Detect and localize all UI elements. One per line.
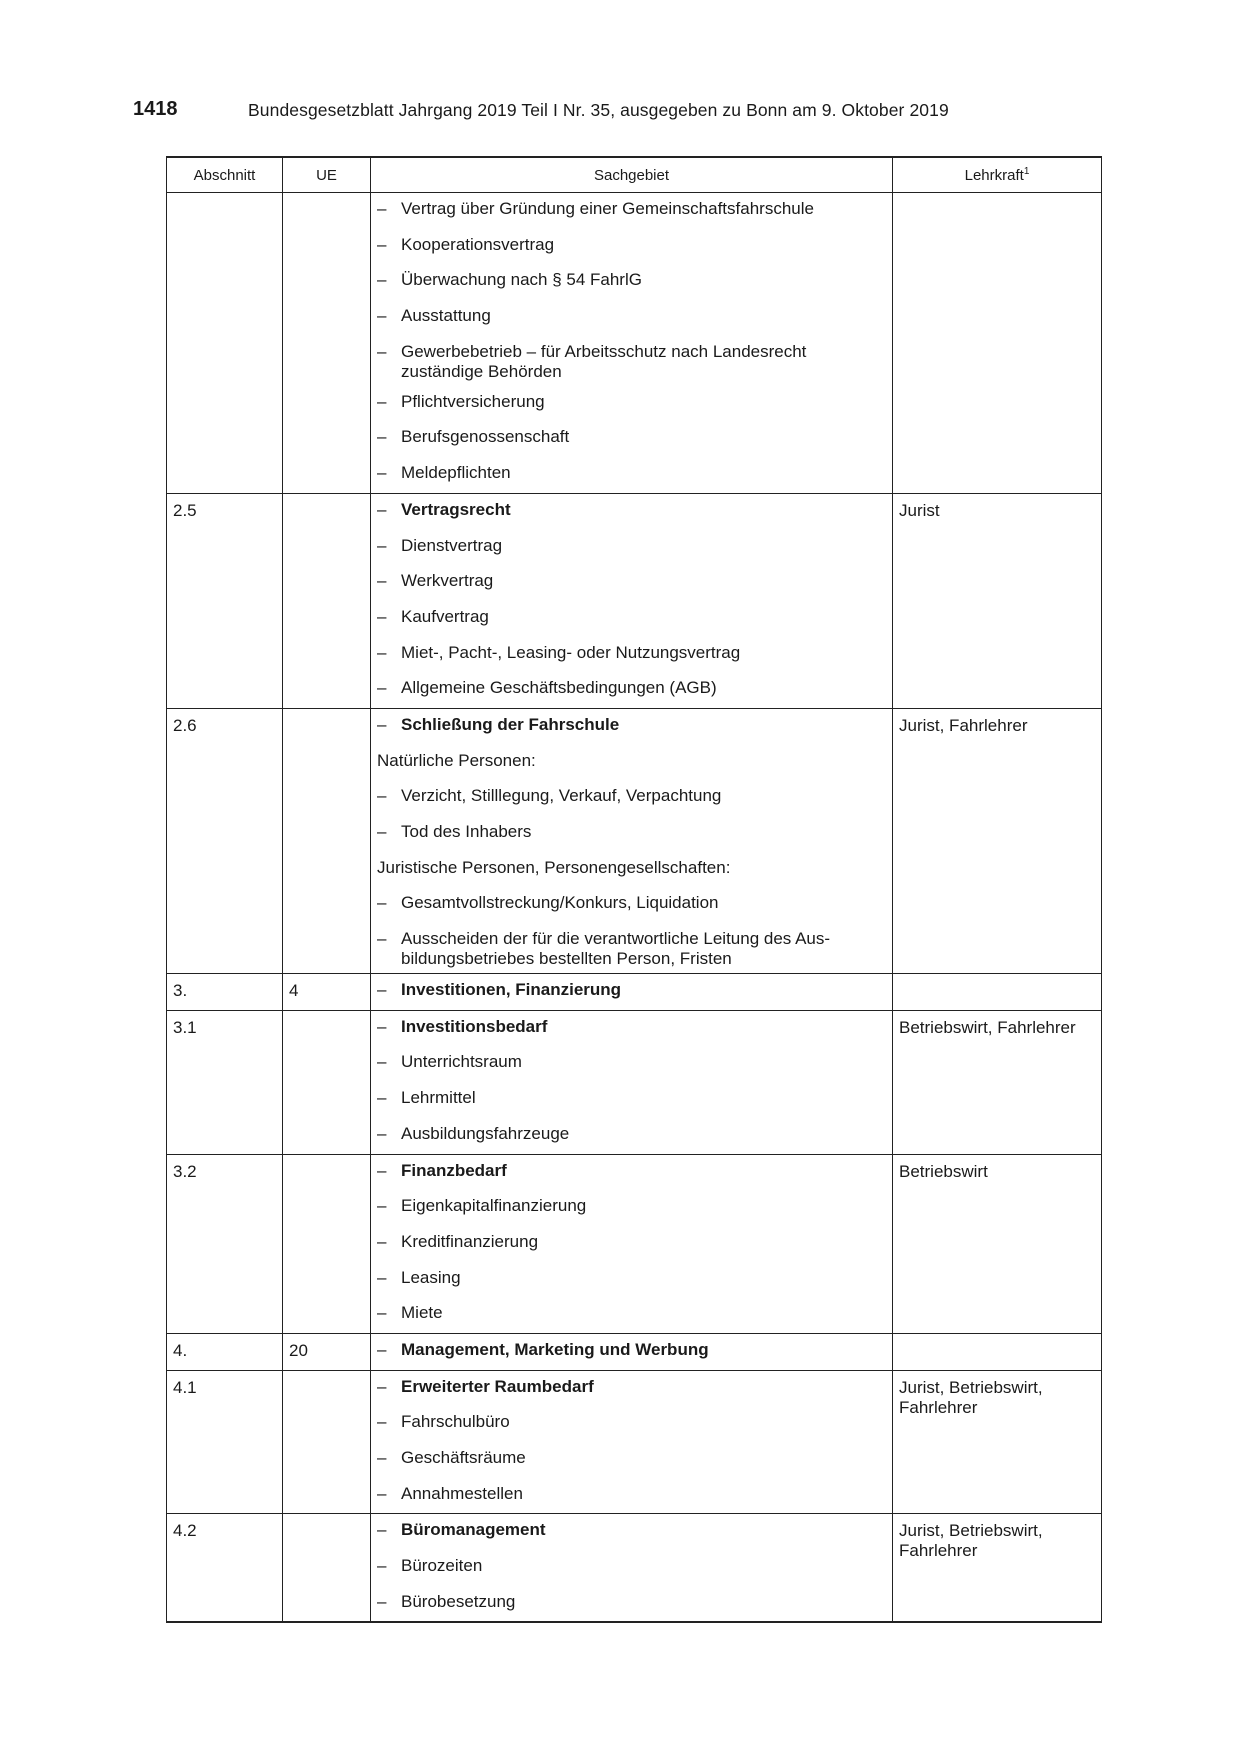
column-header-abschnitt: Abschnitt	[167, 157, 283, 193]
item-text: Investitionen, Finanzierung	[401, 980, 622, 1000]
dash-bullet: –	[377, 1052, 387, 1072]
item-text: Natürliche Personen:	[377, 750, 536, 770]
item-text: Erweiterter Raumbedarf	[401, 1376, 594, 1396]
item-text: Verzicht, Stilllegung, Verkauf, Verpachtung	[401, 786, 722, 806]
table-row	[167, 708, 1102, 973]
dash-bullet: –	[377, 306, 387, 326]
dash-bullet: –	[377, 1267, 387, 1287]
item-text: Gesamtvollstreckung/Konkurs, Liquidation	[401, 893, 719, 913]
section-heading	[377, 1334, 886, 1370]
cell-lehrkraft: Betriebswirt	[893, 1154, 1102, 1333]
dash-bullet: –	[377, 391, 387, 411]
table-header-row	[167, 157, 1102, 193]
item-text: Finanzbedarf	[401, 1160, 507, 1180]
table-row	[167, 493, 1102, 708]
cell-abschnitt: 4.1	[167, 1370, 283, 1514]
cell-ue	[283, 1154, 371, 1333]
cell-ue: 4	[283, 974, 371, 1011]
dash-bullet: –	[377, 1196, 387, 1216]
cell-sachgebiet	[371, 493, 893, 708]
cell-abschnitt: 2.6	[167, 708, 283, 973]
dash-bullet: –	[377, 1591, 387, 1611]
list-item	[377, 672, 886, 708]
section-heading	[377, 494, 886, 530]
dash-bullet: –	[377, 1412, 387, 1432]
section-heading	[377, 1155, 886, 1191]
dash-bullet: –	[377, 571, 387, 591]
column-header-lehrkraft	[893, 157, 1102, 193]
cell-ue	[283, 193, 371, 494]
table-row	[167, 1154, 1102, 1333]
table-body	[167, 193, 1102, 1623]
cell-sachgebiet	[371, 193, 893, 494]
dash-bullet: –	[377, 234, 387, 254]
cell-abschnitt: 4.2	[167, 1514, 283, 1623]
cell-abschnitt	[167, 193, 283, 494]
table-row	[167, 974, 1102, 1011]
cell-sachgebiet	[371, 974, 893, 1011]
page-number: 1418	[133, 98, 178, 120]
dash-bullet: –	[377, 1016, 387, 1036]
list-item	[377, 1082, 886, 1118]
list-item	[377, 193, 886, 229]
list-item	[377, 421, 886, 457]
dash-bullet: –	[377, 822, 387, 841]
list-item	[377, 229, 886, 265]
dash-bullet: –	[377, 1448, 387, 1467]
table-row	[167, 1333, 1102, 1370]
item-text: Überwachung nach § 54 FahrlG	[401, 270, 642, 290]
item-text: Allgemeine Geschäftsbedingungen (AGB)	[401, 678, 717, 698]
item-text: Ausscheiden der für die verantwortliche Leitung des Aus-bildungsbetriebes bestellten Person, Fristen	[401, 929, 831, 969]
subject-subheading	[377, 745, 886, 781]
list-item	[377, 1297, 886, 1333]
dash-bullet: –	[377, 1088, 387, 1108]
cell-ue: 20	[283, 1333, 371, 1370]
list-item	[377, 1262, 886, 1298]
list-item	[377, 780, 886, 816]
column-header-ue: UE	[283, 157, 371, 193]
cell-sachgebiet	[371, 1154, 893, 1333]
item-text: Bürozeiten	[401, 1556, 483, 1576]
table-row	[167, 1370, 1102, 1514]
list-item	[377, 887, 886, 923]
item-text: Ausstattung	[401, 306, 491, 326]
list-item	[377, 601, 886, 637]
list-item	[377, 530, 886, 566]
item-text: Berufsgenossenschaft	[401, 427, 570, 447]
footnote-marker: 1	[1023, 165, 1030, 177]
page-title: Bundesgesetzblatt Jahrgang 2019 Teil I Nr. 35, ausgegeben zu Bonn am 9. Oktober 2019	[248, 100, 949, 120]
dash-bullet: –	[377, 463, 387, 483]
cell-lehrkraft	[893, 974, 1102, 1011]
cell-abschnitt: 3.1	[167, 1010, 283, 1154]
dash-bullet: –	[377, 1123, 387, 1143]
item-text: Bürobesetzung	[401, 1591, 516, 1611]
list-item	[377, 1478, 886, 1514]
item-text: Fahrschulbüro	[401, 1412, 510, 1432]
cell-lehrkraft: Jurist, Betriebswirt, Fahrlehrer	[893, 1370, 1102, 1514]
item-text: Annahmestellen	[401, 1483, 523, 1503]
dash-bullet: –	[377, 1339, 387, 1359]
cell-ue	[283, 1514, 371, 1623]
dash-bullet: –	[377, 980, 387, 1000]
dash-bullet: –	[377, 786, 387, 806]
list-item	[377, 1190, 886, 1226]
section-heading	[377, 709, 886, 745]
dash-bullet: –	[377, 1303, 387, 1323]
cell-lehrkraft: Jurist	[893, 493, 1102, 708]
list-item	[377, 1118, 886, 1154]
item-text: Eigenkapitalfinanzierung	[401, 1196, 587, 1216]
cell-ue	[283, 493, 371, 708]
item-text: Kaufvertrag	[401, 606, 489, 626]
section-heading	[377, 1514, 886, 1550]
item-text: Werkvertrag	[401, 571, 494, 591]
cell-ue	[283, 1010, 371, 1154]
list-item	[377, 565, 886, 601]
dash-bullet: –	[377, 1520, 387, 1540]
cell-sachgebiet	[371, 1370, 893, 1514]
curriculum-table	[166, 156, 1102, 1623]
dash-bullet: –	[377, 499, 387, 519]
item-text: Lehrmittel	[401, 1088, 476, 1108]
item-text: Unterrichtsraum	[401, 1052, 522, 1072]
item-text: Kreditfinanzierung	[401, 1231, 539, 1251]
dash-bullet: –	[377, 642, 387, 662]
dash-bullet: –	[377, 893, 387, 913]
list-item	[377, 336, 886, 386]
item-text: Schließung der Fahrschule	[401, 714, 620, 734]
list-item	[377, 1586, 886, 1622]
list-item	[377, 300, 886, 336]
subject-subheading	[377, 852, 886, 888]
cell-ue	[283, 708, 371, 973]
cell-sachgebiet	[371, 1514, 893, 1623]
cell-lehrkraft: Jurist, Betriebswirt, Fahrlehrer	[893, 1514, 1102, 1623]
dash-bullet: –	[377, 1483, 387, 1503]
dash-bullet: –	[377, 1231, 387, 1251]
item-text: Dienstvertrag	[401, 535, 503, 555]
list-item	[377, 457, 886, 493]
cell-sachgebiet	[371, 708, 893, 973]
dash-bullet: –	[377, 199, 387, 218]
cell-abschnitt: 2.5	[167, 493, 283, 708]
item-text: Vertragsrecht	[401, 499, 511, 519]
item-text: Investitionsbedarf	[401, 1016, 548, 1036]
cell-abschnitt: 3.	[167, 974, 283, 1011]
list-item	[377, 1442, 886, 1478]
cell-ue	[283, 1370, 371, 1514]
item-text: Management, Marketing und Werbung	[401, 1339, 709, 1359]
table-row	[167, 1514, 1102, 1623]
item-text: Juristische Personen, Personengesellschaften:	[377, 857, 731, 877]
list-item	[377, 264, 886, 300]
list-item	[377, 1226, 886, 1262]
item-text: Vertrag über Gründung einer Gemeinschaftsfahrschule	[401, 199, 814, 218]
item-text: Tod des Inhabers	[401, 822, 532, 841]
item-text: Miet-, Pacht-, Leasing- oder Nutzungsvertrag	[401, 642, 741, 662]
list-item	[377, 1046, 886, 1082]
cell-sachgebiet	[371, 1333, 893, 1370]
section-heading	[377, 1371, 886, 1407]
item-text: Geschäftsräume	[401, 1448, 526, 1467]
section-heading	[377, 1011, 886, 1047]
item-text: Leasing	[401, 1267, 461, 1287]
cell-abschnitt: 4.	[167, 1333, 283, 1370]
cell-lehrkraft: Betriebswirt, Fahrlehrer	[893, 1010, 1102, 1154]
cell-lehrkraft: Jurist, Fahrlehrer	[893, 708, 1102, 973]
item-text: Büromanagement	[401, 1520, 546, 1540]
table-row	[167, 1010, 1102, 1154]
dash-bullet: –	[377, 606, 387, 626]
page-header	[133, 98, 1091, 126]
cell-lehrkraft	[893, 193, 1102, 494]
item-text: Miete	[401, 1303, 443, 1323]
table-row	[167, 193, 1102, 494]
dash-bullet: –	[377, 1376, 387, 1396]
section-heading	[377, 974, 886, 1010]
item-text: Gewerbebetrieb – für Arbeitsschutz nach Landesrecht zuständige Behörden	[401, 341, 807, 381]
list-item	[377, 816, 886, 852]
cell-sachgebiet	[371, 1010, 893, 1154]
column-header-lehrkraft-label: Lehrkraft	[964, 166, 1024, 184]
list-item	[377, 637, 886, 673]
list-item	[377, 923, 886, 973]
list-item	[377, 1550, 886, 1586]
item-text: Kooperationsvertrag	[401, 234, 555, 254]
dash-bullet: –	[377, 1160, 387, 1180]
item-text: Meldepflichten	[401, 463, 511, 483]
item-text: Pflichtversicherung	[401, 391, 545, 411]
dash-bullet: –	[377, 427, 387, 447]
list-item	[377, 1406, 886, 1442]
item-text: Ausbildungsfahrzeuge	[401, 1123, 570, 1143]
cell-abschnitt: 3.2	[167, 1154, 283, 1333]
dash-bullet: –	[377, 714, 387, 734]
dash-bullet: –	[377, 535, 387, 555]
dash-bullet: –	[377, 929, 387, 949]
cell-lehrkraft	[893, 1333, 1102, 1370]
column-header-sachgebiet: Sachgebiet	[371, 157, 893, 193]
list-item	[377, 386, 886, 422]
dash-bullet: –	[377, 341, 387, 361]
dash-bullet: –	[377, 1556, 387, 1576]
dash-bullet: –	[377, 270, 387, 290]
dash-bullet: –	[377, 678, 387, 698]
